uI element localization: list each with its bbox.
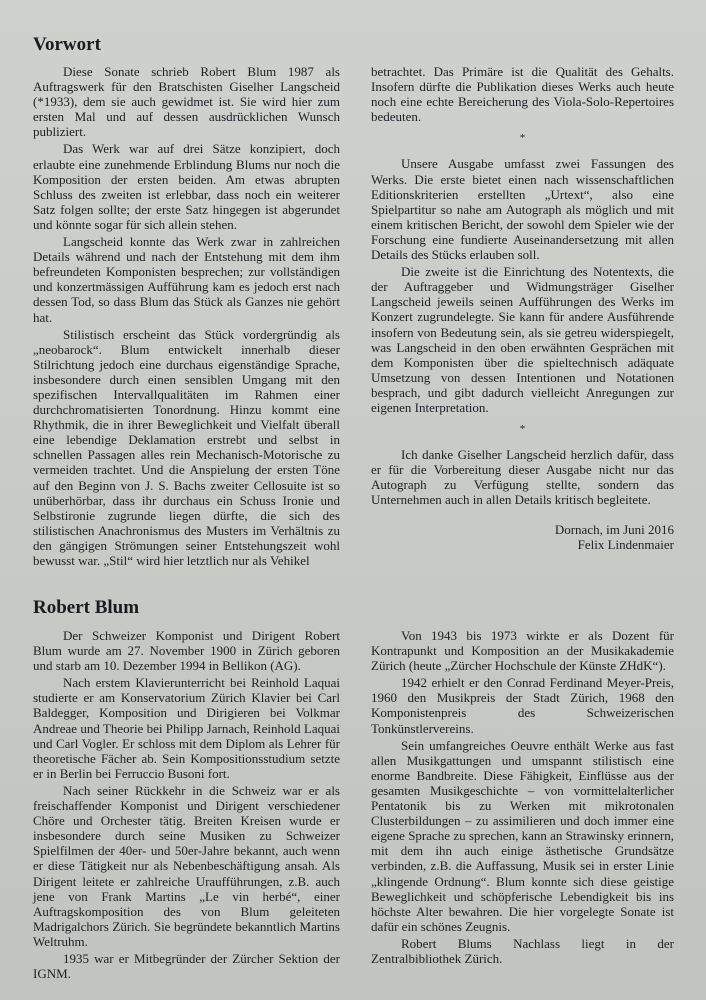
- blum-paragraph-1: Der Schweizer Komponist und Dirigent Robert Blum wurde am 27. November 1900 in Zürich geboren und starb am 10. Dezember 1994 in Bellikon (AG).: [33, 628, 340, 674]
- vorwort-paragraph-5: Unsere Ausgabe umfasst zwei Fassungen des Werks. Die erste bietet einen nach wissenschaftlichen Editionskriterien erstellten „Urtext“, also eine Spielpartitur so nahe am Autograph als möglich und mit einem kritischen Bericht, der sowohl dem Spieler wie der Forschung eine fundierte Auseinandersetzung mit allen Details des Stücks erlauben soll.: [371, 156, 674, 263]
- blum-paragraph-8: Robert Blums Nachlass liegt in der Zentralbibliothek Zürich.: [371, 935, 674, 966]
- robert-blum-heading: Robert Blum: [33, 597, 140, 618]
- blum-left-column: [33, 628, 340, 981]
- vorwort-paragraph-1: Diese Sonate schrieb Robert Blum 1987 als Auftragswerk für den Bratschisten Giselher Langscheid (*1933), dem sie auch gewidmet ist. Sie wird hier zum ersten Mal und auf dessen ausdrücklichen Wunsch publiziert.: [33, 64, 340, 140]
- signature-block: [371, 522, 674, 552]
- author-name: Felix Lindenmaier: [577, 536, 674, 552]
- vorwort-right-column: [371, 64, 674, 552]
- vorwort-paragraph-3: Langscheid konnte das Werk zwar in zahlreichen Details während und nach der Entstehung mit dem ihm befreundeten Komponisten besprechen; zur vollständigen und konzertmässigen Aufführung kam es jedoch erst nach dessen Tod, so dass Blum das Stück als Ganzes nie gehört hat.: [33, 234, 340, 325]
- vorwort-left-column: [33, 64, 340, 568]
- blum-right-column: [371, 628, 674, 966]
- section-divider-asterisk: *: [519, 132, 526, 145]
- blum-paragraph-2: Nach erstem Klavierunterricht bei Reinhold Laquai studierte er am Konservatorium Zürich Klavier bei Carl Baldegger, Komposition und Dirigieren bei Volkmar Andreae und Theorie bei Philipp Jarnach, Reinhold Laquai und Carl Vogler. Er schloss mit dem Diplom als Lehrer für theoretische Fächer ab. Sein Kompositionsstudium setzte er in Berlin bei Ferruccio Busoni fort.: [33, 675, 340, 781]
- vorwort-paragraph-4: Stilistisch erscheint das Stück vordergründig als „neobarock“. Blum entwickelt innerhalb dieser Stilrichtung jedoch eine durchaus eigenständige Sprache, insbesondere durch einen sensiblen Umgang mit den spezifischen Intervallqualitäten im Rahmen einer durchchromatisierten Tonordnung. Hinzu kommt eine Rhythmik, die in ihrer Beweglichkeit und Vielfalt überall eine lebendige Deklamation erstrebt und selbst in schnellen Passagen alles rein Mechanisch-Motorische zu vermeiden trachtet. Und die Anspielung der ersten Töne auf den Beginn von J. S. Bachs zweiter Cellosuite ist so unüberhörbar, dass ihr durchaus ein Schuss Ironie und Selbstironie zugrunde liegen dürfte, die sich des stilistischen Anachronismus des Musters im Verhältnis zu den gängigen Strömungen seiner Entstehungszeit wohl bewusst war. „Stil“ wird hier letztlich nur als Vehikel: [33, 326, 340, 568]
- section-divider-asterisk: *: [519, 423, 526, 436]
- vorwort-heading: Vorwort: [33, 34, 101, 55]
- blum-paragraph-7: Sein umfangreiches Oeuvre enthält Werke aus fast allen Musikgattungen und umspannt stilistisch eine enorme Bandbreite. Diese Fähigkeit, Einflüsse aus der gesamten Musikgeschichte – von vormittelalterlicher Pentatonik bis zu Werken mit mikrotonalen Clusterbildungen – zu assimilieren und doch immer eine eigene Sprache zu sprechen, kann an Strawinsky erinnern, mit dem ihn auch einige ästhetische Grundsätze verbinden, z.B. die Auffassung, Musik sei in erster Linie „klingende Ordnung“. Blum konnte sich diese geistige Beweglichkeit und schöpferische Lebendigkeit bis ins höchste Alter bewahren. Die hier vorgelegte Sonate ist dafür ein schönes Zeugnis.: [371, 737, 674, 934]
- blum-paragraph-6: 1942 erhielt er den Conrad Ferdinand Meyer-Preis, 1960 den Musikpreis der Stadt Zürich, 1968 den Komponistenpreis des Schweizerischen Tonkünstlervereins.: [371, 675, 674, 736]
- vorwort-paragraph-6: Die zweite ist die Einrichtung des Notentexts, die der Auftraggeber und Widmungsträger Giselher Langscheid jeweils seinen Aufführungen des Werks im Konzert zugrundelegte. Sie kann für andere Ausführende insofern von Bedeutung sein, als sie getreu widerspiegelt, was Langscheid in den oben erwähnten Gesprächen mit dem Komponisten über die spieltechnisch adäquate Umsetzung von dessen Intentionen und Notationen besprach, und gibt dadurch vielleicht Anregungen zur eigenen Interpretation.: [371, 264, 674, 415]
- blum-paragraph-3: Nach seiner Rückkehr in die Schweiz war er als freischaffender Komponist und Dirigent verschiedener Chöre und Orchester tätig. Breiten Kreisen wurde er insbesondere durch seine Musiken zu Schweizer Spielfilmen der 40er- und 50er-Jahre bekannt, auch wenn er diese Tätigkeit nur als Nebenbeschäftigung ansah. Als Dirigent leitete er zahlreiche Uraufführungen, z.B. auch jene von Frank Martins „Le vin herbé“, einer Auftragskomposition des von Blum geleiteten Madrigalchors Zürich. Sie begründete bekanntlich Martins Weltruhm.: [33, 782, 340, 949]
- vorwort-paragraph-4-continued: betrachtet. Das Primäre ist die Qualität des Gehalts. Insofern dürfte die Publikation dieses Werks auch heute noch eine echte Bereicherung des Viola-Solo-Repertoires bedeuten.: [371, 64, 674, 125]
- blum-paragraph-5: Von 1943 bis 1973 wirkte er als Dozent für Kontrapunkt und Komposition an der Musikakademie Zürich (heute „Zürcher Hochschule der Künste ZHdK“).: [371, 628, 674, 674]
- blum-paragraph-4: 1935 war er Mitbegründer der Zürcher Sektion der IGNM.: [33, 950, 340, 982]
- place-date: Dornach, im Juni 2016: [554, 521, 674, 537]
- vorwort-paragraph-2: Das Werk war auf drei Sätze konzipiert, doch erlaubte eine zunehmende Erblindung Blums nur noch die Komposition der ersten beiden. Am etwas abrupten Schluss des zweiten ist erlebbar, dass noch ein weiterer Satz folgen sollte; der erste Satz hingegen ist abgerundet und könnte sogar für sich allein stehen.: [33, 141, 340, 232]
- vorwort-acknowledgement: Ich danke Giselher Langscheid herzlich dafür, dass er für die Vorbereitung dieser Ausgabe nicht nur das Autograph zu Verfügung stellte, sondern das Unternehmen auch in allen Details kritisch begleitete.: [371, 447, 674, 508]
